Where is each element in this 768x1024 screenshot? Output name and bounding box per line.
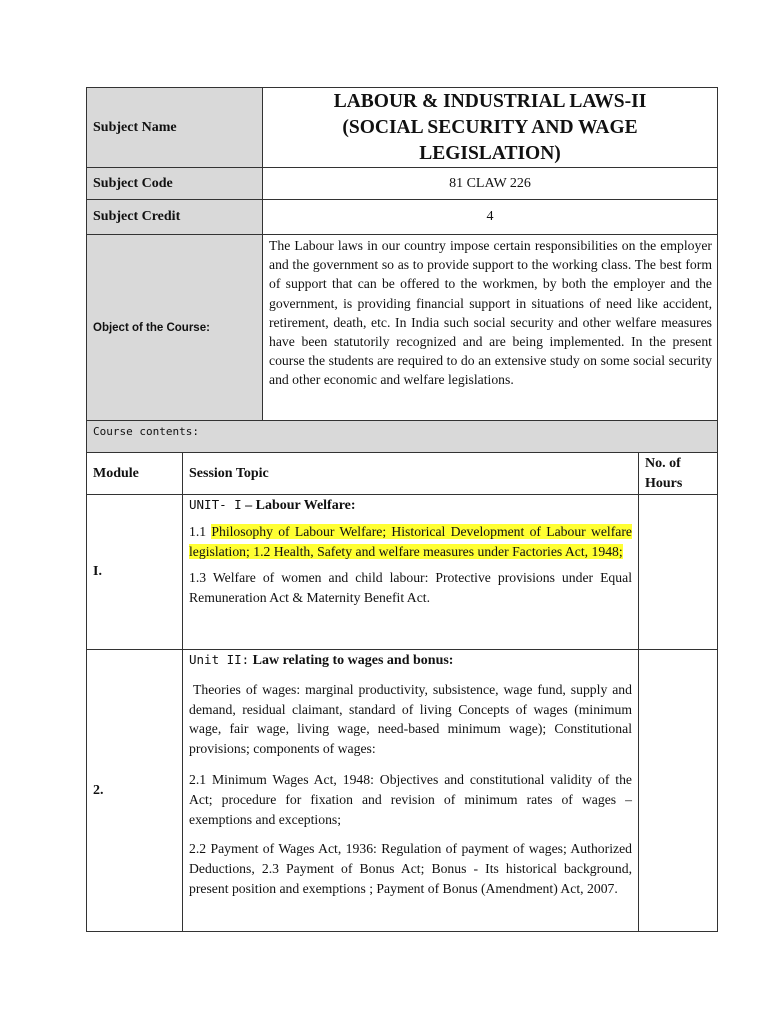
unit-heading [189, 650, 632, 671]
module-header: Module [87, 453, 183, 495]
highlighted-text: Philosophy of Labour Welfare; Historical Development of Labour welfare legislation; 1.2 Health, Safety and welfare measures under Factories Act, 1948; [189, 523, 633, 559]
unit-prefix: Unit II: [189, 652, 250, 667]
subject-code-label: Subject Code [87, 168, 263, 200]
session-topic [183, 650, 639, 932]
module-number: 2. [87, 650, 183, 932]
topic-paragraph [189, 522, 632, 562]
hours-cell [639, 495, 718, 650]
topic-number: 1.1 [189, 523, 212, 539]
subject-title-line-2: (SOCIAL SECURITY AND WAGE [342, 117, 638, 138]
topic-paragraph: Theories of wages: marginal productivity, subsistence, wage fund, supply and demand, residual claimant, standard of living Concepts of wages (minimum wage, fair wage, living wage, need-based minimum wage); Constitutional provisions; components of wages: [189, 681, 632, 757]
subject-title-line-1: LABOUR & INDUSTRIAL LAWS-II [333, 91, 647, 112]
subject-table [86, 87, 718, 421]
subject-title [263, 88, 718, 168]
course-table [86, 420, 718, 932]
subject-name-label: Subject Name [87, 88, 263, 168]
session-topic-header: Session Topic [183, 453, 639, 495]
subject-code-value: 81 CLAW 226 [263, 168, 718, 200]
course-contents-label: Course contents: [87, 421, 718, 453]
object-label: Object of the Course: [87, 235, 263, 421]
unit-title: – Labour Welfare: [245, 498, 356, 513]
unit-prefix: UNIT- I [189, 497, 242, 512]
module-row [87, 650, 718, 932]
topic-paragraph: 1.3 Welfare of women and child labour: Protective provisions under Equal Remuneration Act & Maternity Benefit Act. [189, 570, 632, 606]
hours-header-line-1: No. of [645, 455, 681, 471]
module-number: I. [87, 495, 183, 650]
unit-title: Law relating to wages and bonus: [252, 653, 454, 668]
module-row [87, 495, 718, 650]
unit-heading [189, 495, 632, 516]
session-topic [183, 495, 639, 650]
subject-credit-value: 4 [263, 200, 718, 235]
hours-header-line-2: Hours [645, 475, 683, 491]
topic-paragraph: 2.2 Payment of Wages Act, 1936: Regulation of payment of wages; Authorized Deductions, 2.3 Payment of Bonus Act; Bonus - Its historical background, present position and exemptions ; Payment of Bonus (Amendment) Act, 2007. [189, 841, 632, 896]
subject-title-line-3: LEGISLATION) [419, 143, 561, 164]
topic-paragraph: 2.1 Minimum Wages Act, 1948: Objectives and constitutional validity of the Act; procedure for fixation and revision of minimum rates of wages – exemptions and exceptions; [189, 771, 632, 827]
subject-credit-label: Subject Credit [87, 200, 263, 235]
object-text: The Labour laws in our country impose certain responsibilities on the employer and the government so as to provide support to the working class. The best form of support that can be offered to the workmen, by both the employer and the government, is providing financial support in situations of need like accident, retirement, death, etc. In India such social security and other welfare measures have been statutorily recognized and are being implemented. In the present course the students are required to do an extensive study on some social security and other economic and welfare legislations. [263, 235, 718, 421]
hours-cell [639, 650, 718, 932]
hours-header [639, 453, 718, 495]
